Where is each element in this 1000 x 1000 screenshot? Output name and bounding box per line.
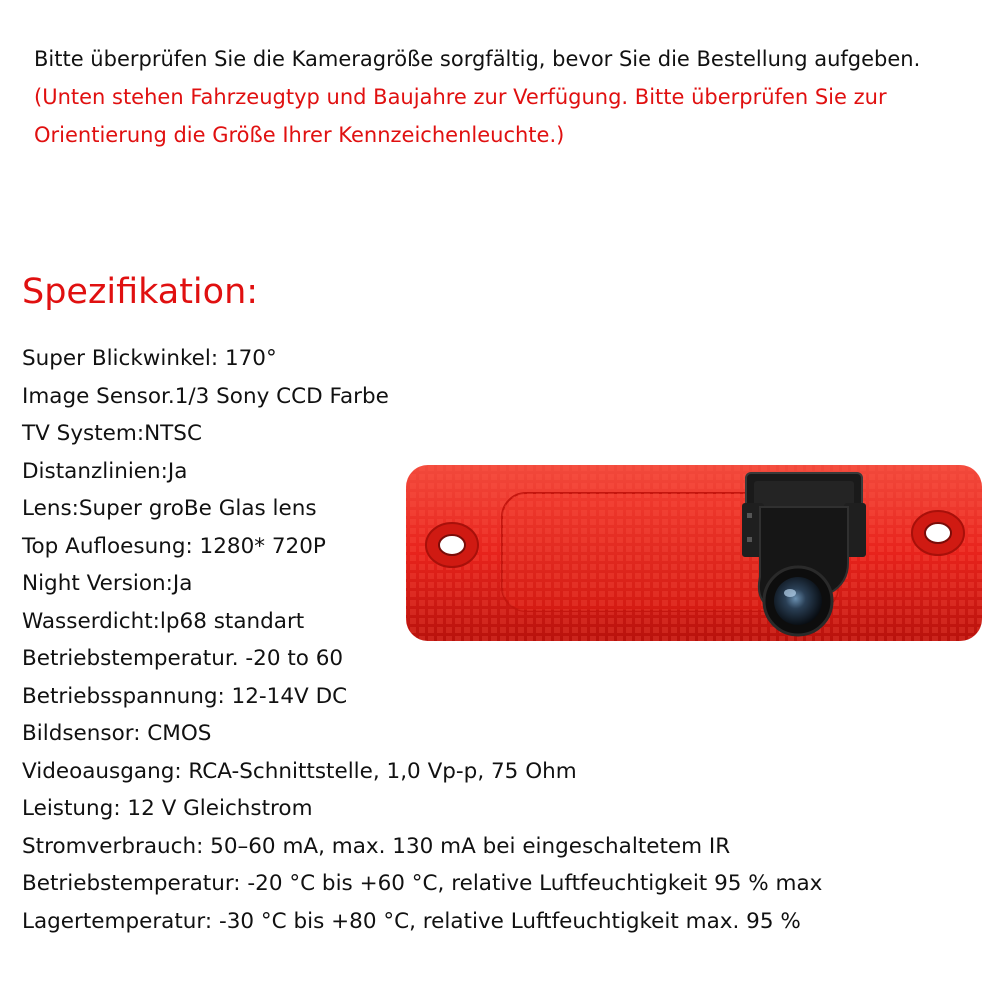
intro-note: (Unten stehen Fahrzeugtyp und Baujahre zur Verfügung. Bitte überprüfen Sie zur Orientierung die Größe Ihrer Kennzeichenleuchte.) — [34, 85, 887, 147]
brake-light-camera-illustration — [400, 455, 990, 655]
spec-item: Night Version:Ja — [22, 571, 193, 596]
spec-item: Stromverbrauch: 50–60 mA, max. 130 mA bei eingeschaltetem IR — [22, 833, 731, 859]
mounting-hole-left — [426, 523, 478, 567]
spec-item: Wasserdicht:lp68 standart — [22, 608, 305, 634]
camera-product-image — [400, 455, 990, 655]
spec-item: Super Blickwinkel: 170° — [22, 346, 277, 371]
spec-item: Distanzlinien:Ja — [22, 458, 188, 484]
spec-item: Leistung: 12 V Gleichstrom — [22, 796, 313, 821]
spec-item: Betriebstemperatur: -20 °C bis +60 °C, relative Luftfeuchtigkeit 95 % max — [22, 871, 823, 896]
intro-block — [34, 40, 974, 154]
spec-item: Videoausgang: RCA-Schnittstelle, 1,0 Vp-p, 75 Ohm — [22, 758, 577, 784]
intro-instruction: Bitte überprüfen Sie die Kameragröße sorgfältig, bevor Sie die Bestellung aufgeben. — [34, 47, 921, 71]
spec-item: Betriebstemperatur. -20 to 60 — [22, 646, 344, 671]
spec-item: Lens:Super groBe Glas lens — [22, 496, 317, 521]
spec-item: Lagertemperatur: -30 °C bis +80 °C, relative Luftfeuchtigkeit max. 95 % — [22, 908, 801, 934]
camera-lens — [774, 577, 822, 625]
spec-item: Image Sensor.1/3 Sony CCD Farbe — [22, 383, 389, 409]
spec-item: Top Aufloesung: 1280* 720P — [22, 533, 326, 559]
spec-title: Spezifikation: — [22, 272, 259, 312]
spec-item: TV System:NTSC — [22, 421, 202, 446]
mounting-hole-right — [912, 511, 964, 555]
spec-item: Bildsensor: CMOS — [22, 721, 212, 746]
spec-item: Betriebsspannung: 12-14V DC — [22, 683, 348, 709]
